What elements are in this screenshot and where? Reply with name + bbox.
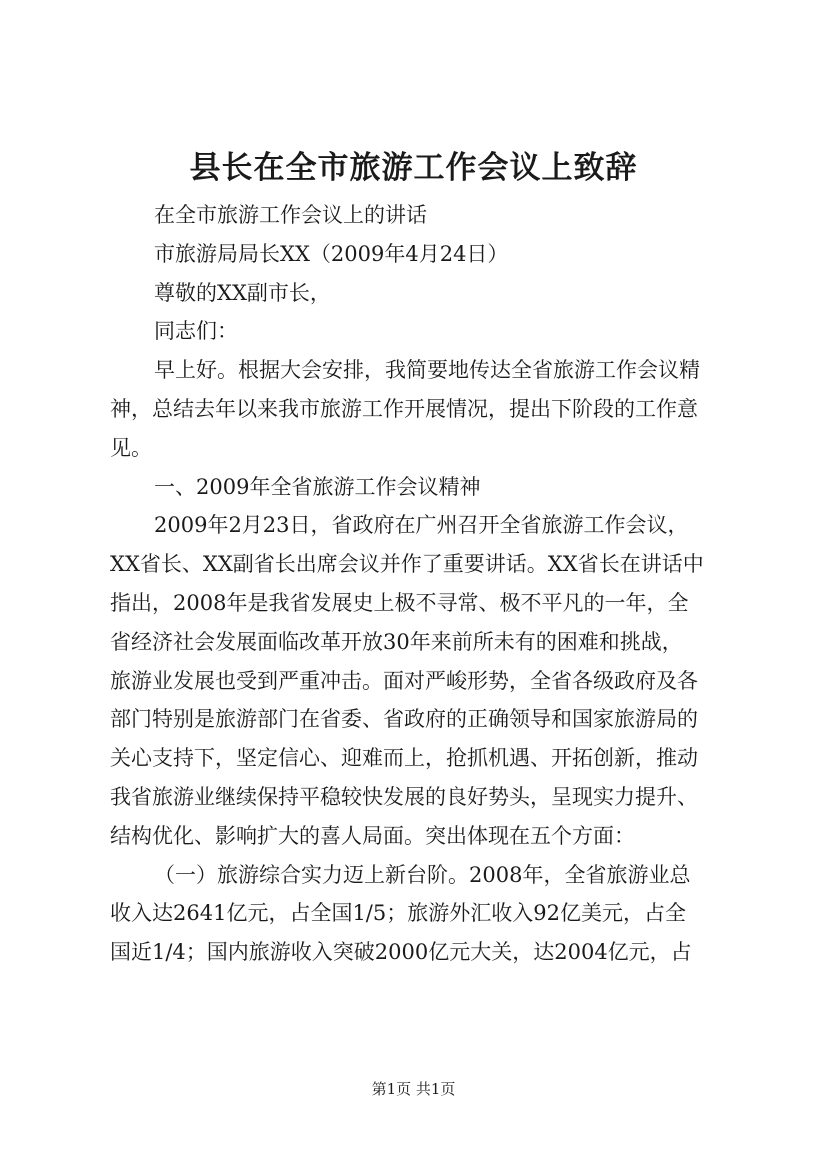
paragraph-line: 收入达2641亿元，占全国1/5；旅游外汇收入92亿美元，占全 <box>110 901 686 926</box>
paragraph-line: 结构优化、影响扩大的喜人局面。突出体现在五个方面： <box>110 823 635 848</box>
paragraph-line: 市旅游局局长XX（2009年4月24日） <box>154 241 509 266</box>
paragraph-line: （一）旅游综合实力迈上新台阶。2008年，全省旅游业总 <box>154 862 691 887</box>
page-footer: 第1页 共1页 <box>371 1080 456 1098</box>
paragraph-line: 关心支持下，坚定信心、迎难而上，抢抓机遇、开拓创新，推动 <box>110 746 698 771</box>
paragraph-line: 指出，2008年是我省发展史上极不寻常、极不平凡的一年，全 <box>110 590 689 615</box>
paragraph-line: XX省长、XX副省长出席会议并作了重要讲话。XX省长在讲话中 <box>110 552 704 577</box>
paragraph-line: 神，总结去年以来我市旅游工作开展情况，提出下阶段的工作意 <box>110 396 698 421</box>
paragraph-line: 我省旅游业继续保持平稳较快发展的良好势头，呈现实力提升、 <box>110 784 698 809</box>
paragraph-line: 早上好。根据大会安排，我简要地传达全省旅游工作会议精 <box>154 358 700 383</box>
paragraph-line: 见。 <box>110 435 152 460</box>
paragraph-line: 国近1/4；国内旅游收入突破2000亿元大关，达2004亿元，占 <box>110 940 692 965</box>
document-body <box>110 196 722 972</box>
paragraph-line: 2009年2月23日，省政府在广州召开全省旅游工作会议， <box>154 513 689 538</box>
paragraph-line: 省经济社会发展面临改革开放30年来前所未有的困难和挑战， <box>110 629 683 654</box>
document-title: 县长在全市旅游工作会议上致辞 <box>189 150 638 186</box>
paragraph-line: 旅游业发展也受到严重冲击。面对严峻形势，全省各级政府及各 <box>110 668 698 693</box>
section-heading: 一、2009年全省旅游工作会议精神 <box>154 474 481 499</box>
paragraph-line: 同志们： <box>154 319 238 344</box>
paragraph-line: 部门特别是旅游部门在省委、省政府的正确领导和国家旅游局的 <box>110 707 698 732</box>
paragraph-line: 尊敬的XX副市长， <box>154 280 331 305</box>
paragraph-line: 在全市旅游工作会议上的讲话 <box>154 203 427 227</box>
